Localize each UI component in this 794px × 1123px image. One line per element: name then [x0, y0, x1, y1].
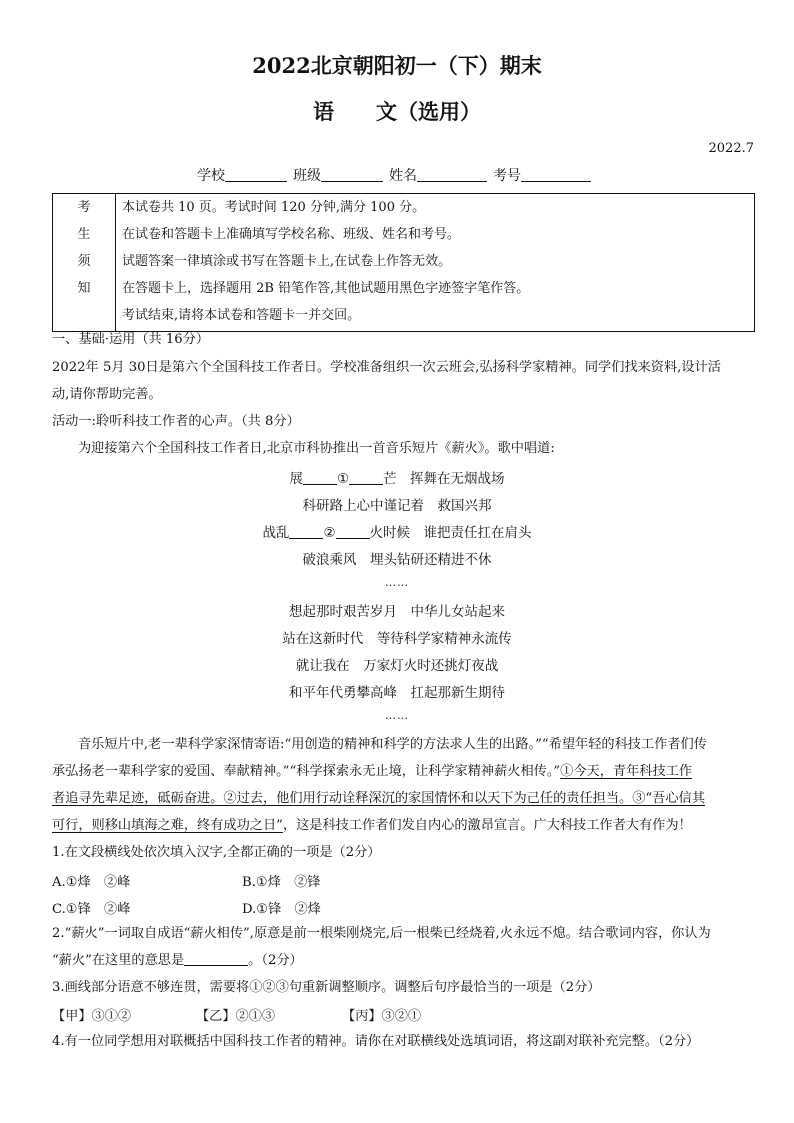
class-blank[interactable] [321, 167, 383, 182]
exam-no-label: 考号 [493, 168, 521, 184]
lyric-line-2: 科研路上心中谨记着 救国兴邦 [302, 498, 492, 514]
underlined-sentence: 者追寻先辈足迹，砥砺奋进。②过去，他们用行动诠释深沉的家国情怀和以天下为己任的责任担当。③“吾心信其 [52, 791, 705, 806]
lyric-line-5: 想起那时艰苦岁月 中华儿女站起来 [289, 604, 505, 620]
q2-text: “薪火”在这里的意思是 [52, 953, 185, 968]
q1-option-d[interactable]: D.①锋 ②烽 [242, 902, 321, 917]
lyric-text: 芒 挥舞在无烟战场 [383, 471, 505, 487]
notice-item: 在试卷和答题卡上准确填写学校名称、班级、姓名和考号。 [122, 227, 461, 242]
exam-title: 2022北京朝阳初一（下）期末 [252, 53, 542, 78]
question-2-line-2 [52, 947, 755, 974]
notice-key [53, 194, 116, 332]
lyric-line-7: 就让我在 万家灯火时还挑灯夜战 [295, 658, 499, 674]
blank-marker: ① [336, 471, 350, 487]
notice-item: 本试卷共 10 页。考试时间 120 分钟,满分 100 分。 [122, 200, 426, 215]
para-line-4 [52, 812, 755, 839]
notice-key-char: 须 [77, 254, 91, 269]
para-text: ，这是科技工作者们发自内心的激昂宣言。广大科技工作者大有作为！ [282, 818, 692, 833]
lyric-line-3 [0, 521, 794, 541]
q2-text: 。（2分） [248, 953, 303, 968]
notice-key-char: 生 [77, 227, 91, 242]
lyric-text: 展 [289, 471, 303, 487]
intro-line-2: 动,请你帮助完善。 [52, 387, 162, 402]
activity-1-heading: 活动一:聆听科技工作者的心声。（共 8分） [52, 414, 300, 429]
q3-option-c[interactable]: 【丙】③②① [342, 1009, 422, 1024]
answer-blank[interactable] [349, 471, 383, 485]
answer-blank[interactable] [336, 525, 370, 539]
question-4: 4.有一位同学想用对联概括中国科技工作者的精神。请你在对联横线处选填词语，将这副对联补充完整。（2分） [52, 1034, 700, 1049]
question-1: 1.在文段横线处依次填入汉字,全都正确的一项是（2分） [52, 845, 381, 860]
para-text: 承弘扬老一辈科学家的爱国、奉献精神。”“科学探索永无止境，让科学家精神薪火相传。” [52, 764, 561, 779]
class-label: 班级 [293, 168, 321, 184]
exam-no-blank[interactable] [521, 167, 591, 182]
notice-table [52, 193, 755, 332]
answer-blank[interactable] [303, 471, 337, 485]
name-blank[interactable] [417, 167, 487, 182]
subject-char-a: 语 [313, 99, 334, 124]
q3-option-a[interactable]: 【甲】③①② [52, 1009, 132, 1024]
blank-marker: ② [323, 525, 336, 541]
para-line-2 [52, 758, 755, 785]
notice-items [116, 194, 755, 332]
name-label: 姓名 [389, 168, 417, 184]
q1-option-c[interactable]: C.①锋 ②峰 [52, 902, 131, 917]
notice-item: 考试结束,请将本试卷和答题卡一并交回。 [122, 308, 361, 323]
notice-key-char: 知 [77, 281, 91, 296]
lyric-text: 火时候 谁把责任扛在肩头 [369, 525, 532, 541]
question-2-line-1: 2.“薪火”一词取自成语“薪火相传”,原意是前一根柴刚烧完,后一根柴已经烧着,火永远不熄。结合歌词内容，你认为 [52, 926, 711, 941]
para-line-1: 音乐短片中,老一辈科学家深情寄语:“用创造的精神和科学的方法求人生的出路。”“希望年轻的科技工作者们传 [78, 737, 707, 752]
notice-item: 在答题卡上，选择题用 2B 铅笔作答,其他试题用黑色字迹签字笔作答。 [122, 281, 530, 296]
lyric-line-1 [0, 467, 794, 487]
intro-line-1: 2022年 5月 30日是第六个全国科技工作者日。学校准备组织一次云班会,弘扬科学家精神。同学们找来资料,设计活 [52, 360, 721, 375]
q1-option-b[interactable]: B.①烽 ②锋 [242, 875, 321, 890]
notice-key-char: 考 [77, 200, 91, 215]
lyric-line-8: 和平年代勇攀高峰 扛起那新生期待 [289, 685, 505, 701]
answer-blank[interactable] [289, 525, 323, 539]
lyrics-lead: 为迎接第六个全国科技工作者日,北京市科协推出一首音乐短片《薪火》。歌中唱道: [78, 441, 555, 456]
q3-option-b[interactable]: 【乙】②①③ [196, 1009, 276, 1024]
section-heading: 一、基础·运用（共 16分） [52, 332, 210, 347]
exam-date: 2022.7 [708, 141, 754, 156]
subject-title [0, 96, 794, 126]
underlined-sentence: 可行，则移山填海之难，终有成功之日” [52, 818, 283, 833]
underlined-sentence: ①今天，青年科技工作 [560, 764, 693, 779]
school-blank[interactable] [225, 167, 287, 182]
school-label: 学校 [197, 168, 225, 184]
para-line-3 [52, 785, 755, 812]
subject-char-b: 文（选用） [376, 99, 481, 124]
lyric-text: 战乱 [262, 525, 290, 541]
lyric-line-4: 破浪乘风 埋头钻研还精进不休 [302, 552, 492, 568]
notice-item: 试题答案一律填涂或书写在答题卡上,在试卷上作答无效。 [122, 254, 452, 269]
q2-answer-blank[interactable] [184, 952, 248, 966]
ellipsis: …… [385, 576, 409, 589]
lyric-line-6: 站在这新时代 等待科学家精神永流传 [282, 631, 512, 647]
question-3: 3.画线部分语意不够连贯，需要将①②③句重新调整顺序。调整后句序最恰当的一项是（2分） [52, 980, 601, 995]
info-fields [0, 165, 794, 185]
ellipsis: …… [385, 709, 409, 722]
q1-option-a[interactable]: A.①烽 ②峰 [52, 875, 131, 890]
